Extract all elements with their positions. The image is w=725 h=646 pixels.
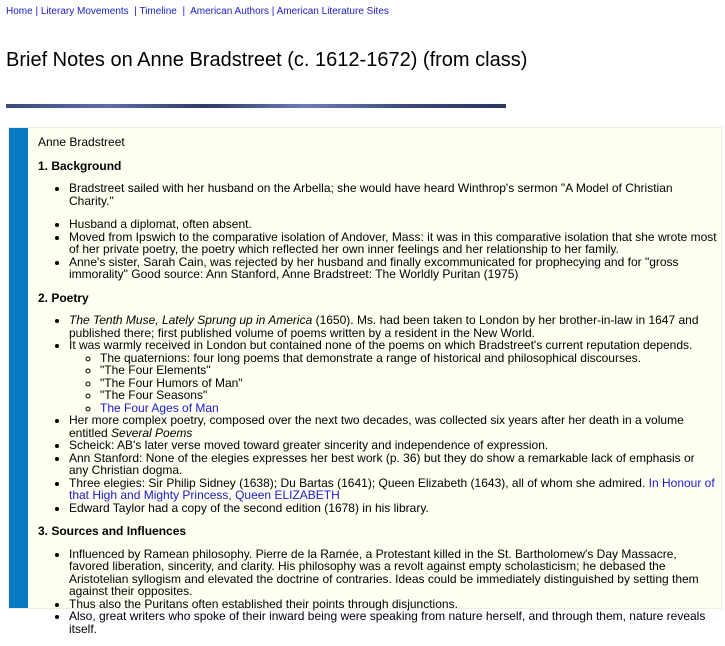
list-item: • Also, great writers who spoke of their inward being were speaking from nature herself, and through them, nature reveals itself.: [69, 610, 717, 635]
list-item: • Scheick: AB's later verse moved toward greater sincerity and independence of expression.: [69, 439, 717, 452]
subject-name: Anne Bradstreet: [38, 135, 125, 149]
page-title: Brief Notes on Anne Bradstreet (c. 1612-1672) (from class): [6, 49, 528, 71]
book-title: Several Poems: [111, 425, 193, 440]
notes-panel: [8, 127, 722, 636]
list-item: • Moved from Ipswich to the comparative isolation of Andover, Mass: it was in this comparative isolation that she wrote most of her private poetry, the poetry which reflected her own inner feelings and her relationship to her family.: [69, 231, 717, 256]
section-heading: 3. Sources and Influences: [38, 524, 187, 538]
item-text: It was warmly received in London but contained none of the poems on which Bradstreet's current reputation depends.: [69, 338, 693, 352]
nav-literary-movements[interactable]: Literary Movements: [40, 6, 129, 17]
list-item: • Anne's sister, Sarah Cain, was rejected by her husband and finally excommunicated for prophecying and for "gross immorality" Good source: Ann Stanford, Anne Bradstreet: The Worldly Puritan (1975): [69, 256, 717, 281]
list-item: • Edward Taylor had a copy of the second edition (1678) in his library.: [69, 502, 717, 515]
list-item: [69, 314, 717, 339]
list-item: • Bradstreet sailed with her husband on the Arbella; she would have heard Winthrop's sermon "A Model of Christian Charity.": [69, 182, 717, 207]
item-text: (1650). Ms. had been taken to London by her brother-in-law in 1647 and published there; first published volume of poems written by a resident in the New World.: [69, 313, 699, 340]
list-item: • Husband a diplomat, often absent.: [69, 218, 717, 231]
list-item: [69, 414, 717, 439]
banner-divider: [6, 104, 506, 108]
four-ages-link[interactable]: The Four Ages of Man: [100, 400, 219, 415]
nav-american-authors[interactable]: American Authors: [190, 6, 269, 17]
nav-timeline[interactable]: Timeline: [139, 6, 177, 17]
list-item: • Influenced by Ramean philosophy. Pierre de la Ramée, a Protestant killed in the St. Bartholomew's Day Massacre, favored liberation, sincerity, and clarity. His philosophy was a revolt against empty scholasticism; he debased the Aristotelian syllogism and elevated the doctrine of contraries. Ideas could be immediately distinguished by setting them against their opposites.: [69, 548, 717, 598]
book-title: The Tenth Muse, Lately Sprung up in America: [69, 313, 313, 327]
side-accent-bar: [9, 128, 28, 608]
list-item: • Ann Stanford: None of the elegies expresses her best work (p. 36) but they do show a remarkable lack of emphasis or any Christian dogma.: [69, 452, 717, 477]
sub-item: ◦ "The Four Elements": [100, 364, 717, 377]
section-heading: 1. Background: [38, 158, 122, 173]
top-nav: Home | Literary Movements | Timeline | American Authors | American Literature Sites: [6, 6, 389, 17]
list-item: [69, 339, 717, 414]
elizabeth-poem-link[interactable]: In Honour of that High and Mighty Princess, Queen ELIZABETH: [69, 475, 715, 502]
nav-home[interactable]: Home: [6, 6, 33, 17]
list-item: [69, 477, 717, 502]
list-item: • Thus also the Puritans often established their points through disjunctions.: [69, 598, 717, 611]
item-text: Three elegies: Sir Philip Sidney (1638); Du Bartas (1641); Queen Elizabeth (1643), all of whom she admired.: [69, 475, 649, 490]
section-heading: 2. Poetry: [38, 290, 89, 305]
sub-item: ◦ "The Four Humors of Man": [100, 377, 717, 390]
nav-american-literature-sites[interactable]: American Literature Sites: [276, 6, 389, 17]
sub-item: ◦ "The Four Seasons": [100, 389, 717, 402]
item-text: Her more complex poetry, composed over the next two decades, was collected six years after her death in a volume entitled: [69, 413, 684, 440]
sub-item: ◦ The quaternions: four long poems that demonstrate a range of historical and philosophical discourses.: [100, 352, 717, 365]
